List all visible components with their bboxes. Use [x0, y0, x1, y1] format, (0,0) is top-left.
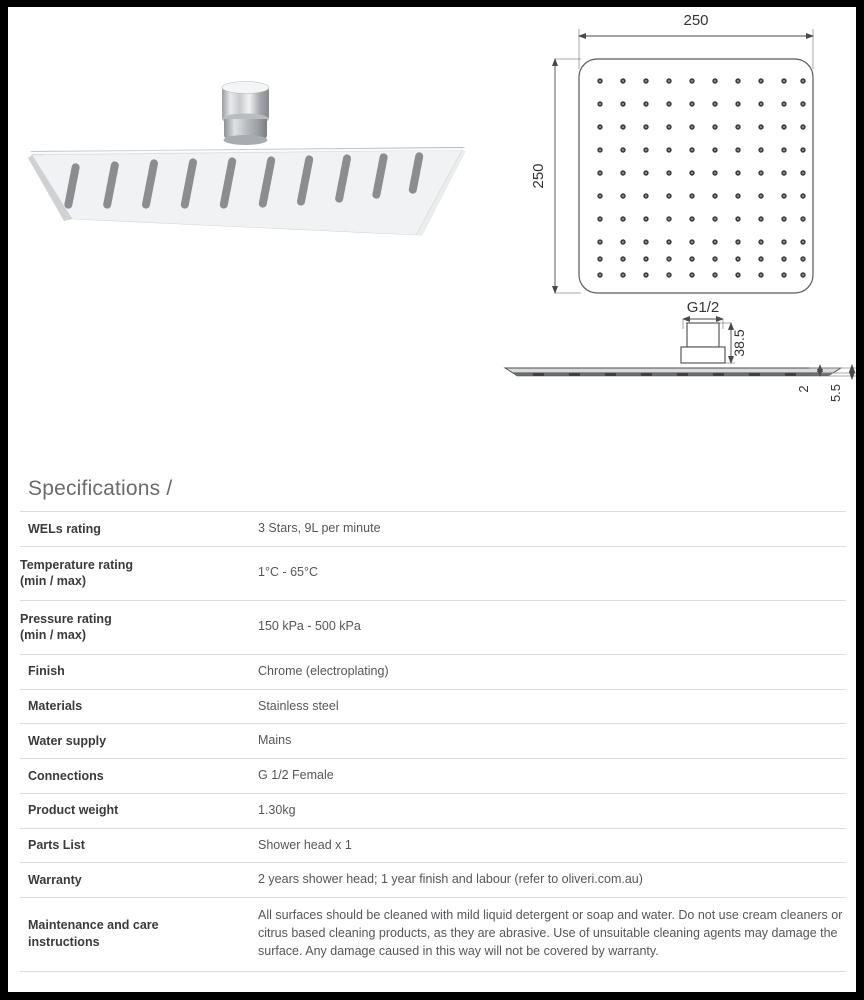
- table-row: [20, 654, 846, 689]
- inlet-thread-label: G1/2: [686, 299, 720, 316]
- illustration-area: [8, 7, 856, 457]
- table-row: [20, 512, 846, 547]
- spec-value: 1°C - 65°C: [258, 565, 319, 580]
- technical-drawing: [503, 7, 856, 407]
- spec-label: [20, 600, 258, 654]
- product-photo: [12, 59, 482, 244]
- spec-label: [20, 546, 258, 600]
- table-row: [20, 724, 846, 759]
- height-dimension-label: 250: [530, 163, 547, 189]
- table-row: [20, 863, 846, 898]
- table-row: [20, 546, 846, 600]
- spec-label-line2: (min / max): [20, 628, 86, 643]
- spec-value: All surfaces should be cleaned with mild liquid detergent or soap and water. Do not use cream cleaners or citrus based cleaning products, as they are abrasive. Use of unsuitable cleaning agents may damage the surface. Any damage caused in this way will not be covered by warranty.: [258, 908, 843, 958]
- table-row: [20, 828, 846, 863]
- table-row: [20, 689, 846, 724]
- top-view-outline: [579, 59, 813, 293]
- spec-label-line1: Temperature rating: [20, 557, 133, 572]
- spec-value: 3 Stars, 9L per minute: [258, 521, 381, 535]
- table-row: [20, 898, 846, 972]
- spec-value: Stainless steel: [258, 698, 339, 713]
- spec-value: Chrome (electroplating): [258, 663, 389, 678]
- document-sheet: [8, 7, 856, 992]
- spec-value: 150 kPa - 500 kPa: [258, 619, 361, 634]
- table-row: [20, 600, 846, 654]
- spec-label-line1: Maintenance and care: [28, 918, 159, 933]
- inlet-nut-top: [222, 82, 269, 94]
- spec-label-line2: instructions: [28, 934, 100, 949]
- inlet-boss-lower: [681, 347, 725, 363]
- spec-label: Finish: [28, 664, 65, 679]
- spec-label-line2: (min / max): [20, 574, 86, 589]
- spec-label: Connections: [28, 768, 104, 783]
- side-view-plate: [505, 368, 841, 373]
- spec-label: [20, 898, 258, 972]
- plate-thickness-label: 2: [796, 385, 811, 393]
- inlet-height-label: 38.5: [731, 329, 747, 357]
- spec-label: Materials: [28, 699, 83, 714]
- spec-label-line1: Pressure rating: [20, 611, 112, 626]
- overall-thickness-label: 5.5: [828, 383, 843, 403]
- specifications-table: [20, 511, 846, 972]
- spec-value: 1.30kg: [258, 802, 296, 817]
- technical-drawing-svg: [503, 7, 856, 407]
- spec-label: Product weight: [28, 803, 119, 818]
- spec-label: Warranty: [28, 872, 82, 887]
- spec-label: Parts List: [28, 838, 85, 853]
- spec-value: Mains: [258, 733, 292, 748]
- plate-underside: [32, 150, 462, 235]
- specifications-title: Specifications /: [28, 477, 173, 500]
- neck-base: [224, 135, 268, 145]
- specifications-section: [8, 457, 856, 972]
- table-row: [20, 759, 846, 794]
- spec-value: 2 years shower head; 1 year finish and labour (refer to oliveri.com.au): [258, 872, 643, 887]
- spec-label: WELs rating: [28, 521, 101, 536]
- spec-label: Water supply: [28, 733, 107, 748]
- width-dimension-label: 250: [683, 12, 709, 29]
- spec-value: Shower head x 1: [258, 837, 352, 852]
- inlet-boss-upper: [687, 323, 719, 347]
- shower-head-photo-icon: [12, 59, 482, 244]
- spec-value: G 1/2 Female: [258, 768, 334, 782]
- table-row: [20, 793, 846, 828]
